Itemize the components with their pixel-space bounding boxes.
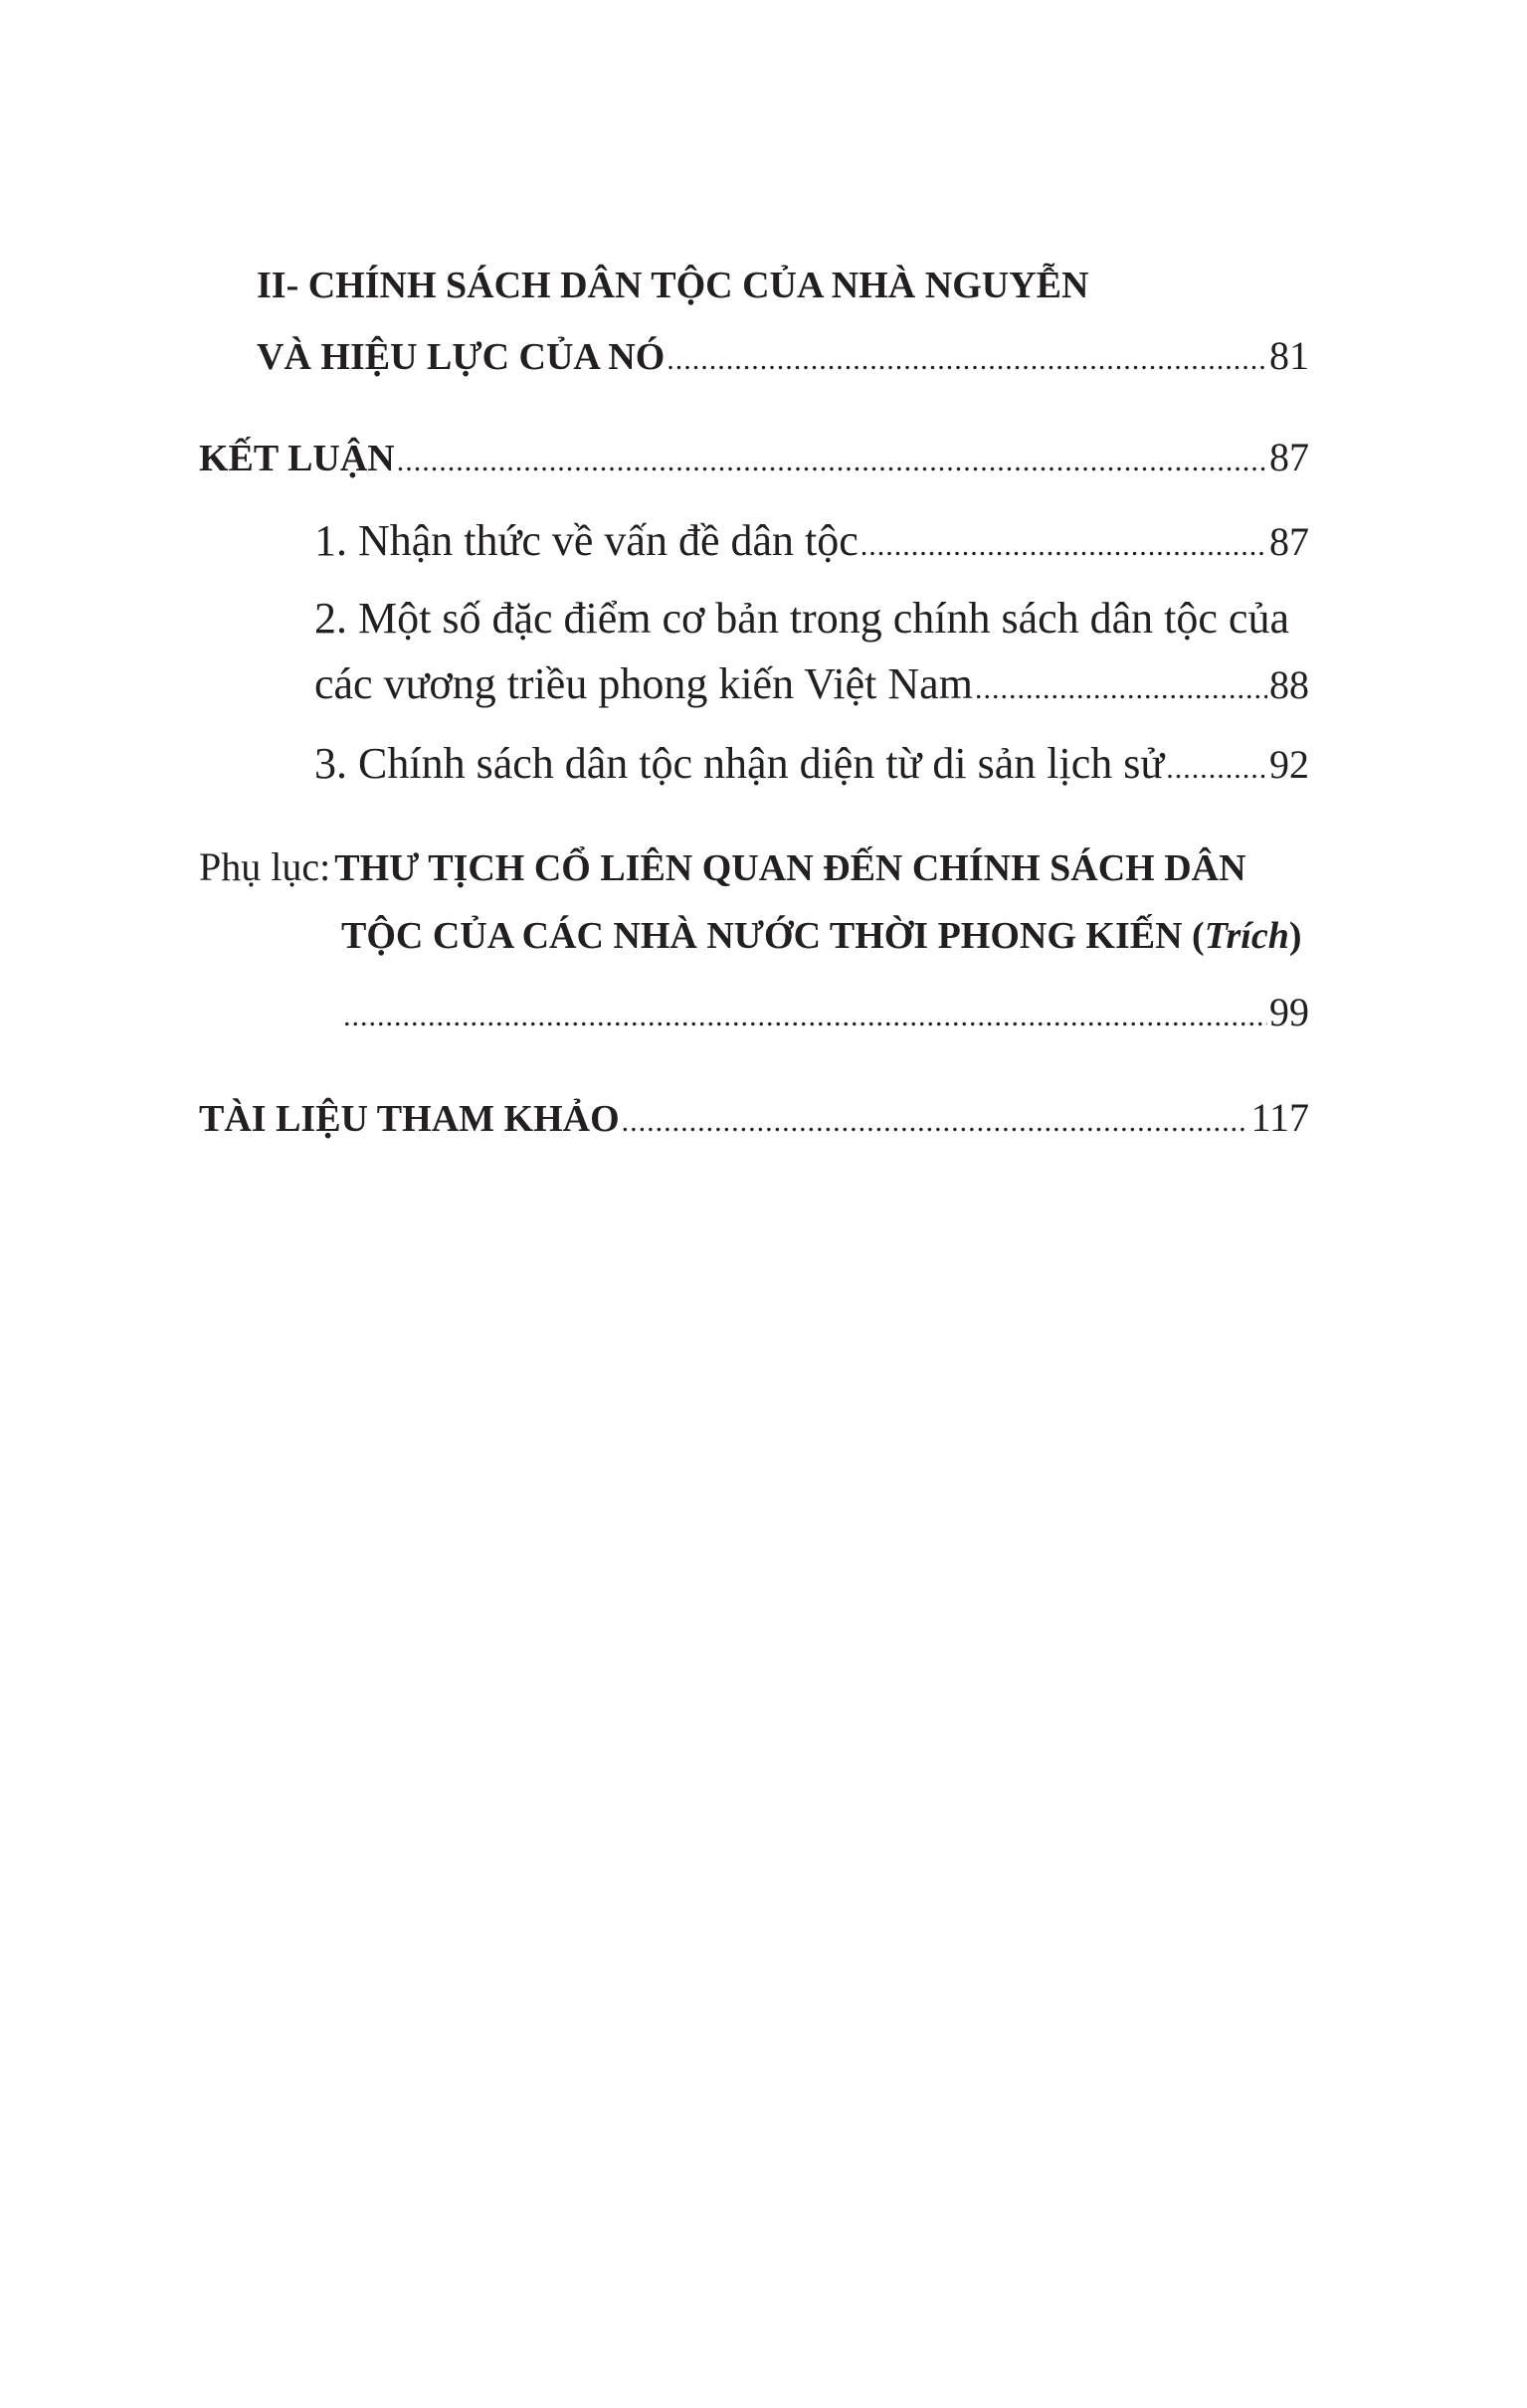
appendix-label: Phụ lục:	[199, 844, 331, 889]
toc-entry-section-ii[interactable]	[257, 333, 1309, 378]
toc-appendix-line1	[199, 844, 1246, 889]
toc-item-3-text: 3. Chính sách dân tộc nhận diện từ di sản lịch sử	[314, 739, 1165, 788]
page-number: 87	[1269, 435, 1309, 479]
page-number: 92	[1269, 742, 1309, 787]
toc-ket-luan-title: KẾT LUẬN	[199, 438, 395, 479]
dot-leader	[860, 531, 1267, 561]
dot-leader	[1166, 754, 1267, 784]
dot-leader	[975, 674, 1267, 704]
page-number: 87	[1269, 519, 1309, 564]
toc-entry-ket-luan[interactable]	[199, 435, 1309, 479]
dot-leader	[667, 345, 1267, 375]
dot-leader	[397, 447, 1267, 476]
toc-entry-references[interactable]	[199, 1095, 1309, 1140]
toc-references-title: TÀI LIỆU THAM KHẢO	[199, 1098, 620, 1140]
toc-entry-item-1[interactable]	[314, 516, 1309, 565]
toc-item-1-text: 1. Nhận thức về vấn đề dân tộc	[314, 516, 859, 565]
toc-entry-appendix[interactable]	[341, 990, 1309, 1034]
page-number: 88	[1269, 662, 1309, 707]
toc-item-2-line1: 2. Một số đặc điểm cơ bản trong chính sách dân tộc của	[314, 594, 1289, 643]
appendix-title-line1: THƯ TỊCH CỔ LIÊN QUAN ĐẾN CHÍNH SÁCH DÂN	[334, 847, 1246, 889]
toc-entry-item-2[interactable]	[314, 659, 1309, 708]
dot-leader	[622, 1107, 1249, 1137]
page-number: 99	[1269, 990, 1309, 1034]
appendix-trich: Trích	[1204, 915, 1289, 957]
toc-appendix-line2: TỘC CỦA CÁC NHÀ NƯỚC THỜI PHONG KIẾN (Trích)	[341, 915, 1302, 957]
page-number: 117	[1250, 1095, 1309, 1140]
toc-item-2-line2: các vương triều phong kiến Việt Nam	[314, 659, 973, 708]
toc-entry-item-3[interactable]	[314, 739, 1309, 788]
page-number: 81	[1269, 333, 1309, 378]
toc-section-ii-title-line2: VÀ HIỆU LỰC CỦA NÓ	[257, 336, 666, 378]
dot-leader	[343, 1002, 1267, 1031]
toc-section-ii-title-line1: II- CHÍNH SÁCH DÂN TỘC CỦA NHÀ NGUYỄN	[257, 265, 1089, 306]
